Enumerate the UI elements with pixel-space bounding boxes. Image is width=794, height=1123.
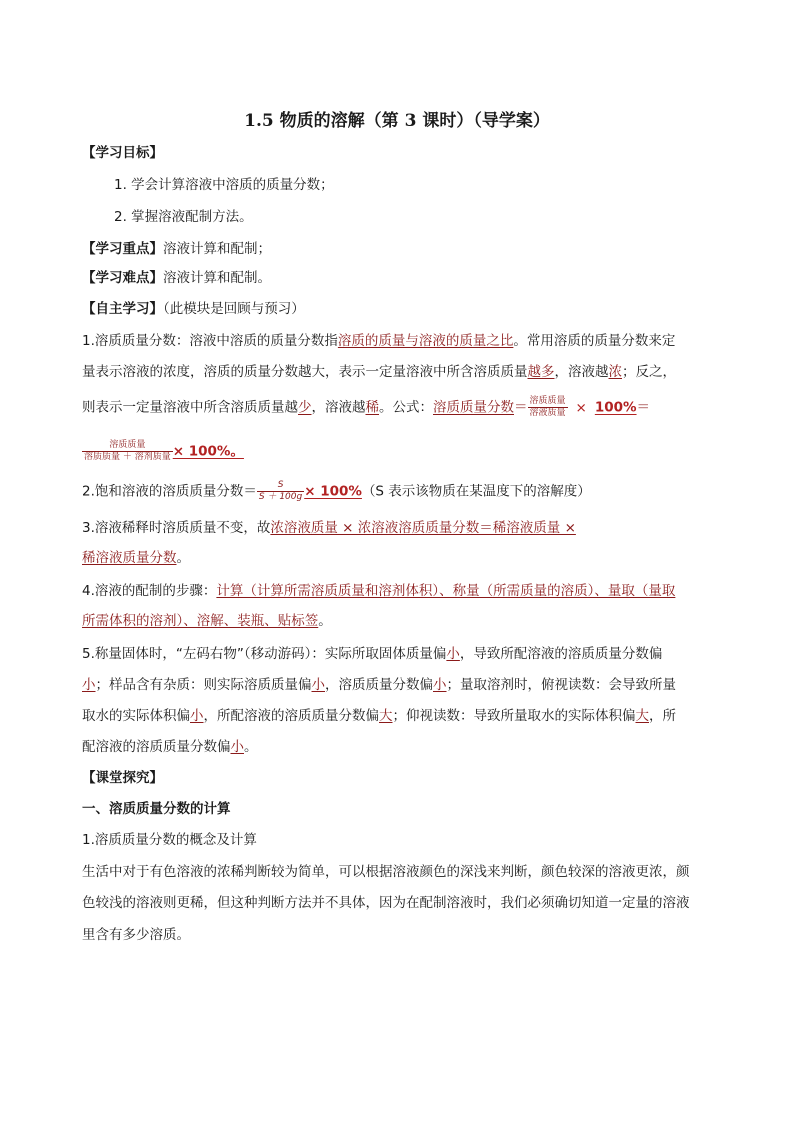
p1-line-2	[82, 362, 676, 382]
section-heading: 一、溶质质量分数的计算	[82, 801, 231, 817]
p5-text: ，所配溶液的溶质质量分数偏	[203, 708, 379, 724]
p5-text: 配溶液的溶质质量分数偏	[82, 739, 231, 755]
p5-text: ，导致所配溶液的溶质质量分数偏	[459, 646, 663, 662]
formula-tail: × 100%。	[172, 443, 244, 460]
answer-blank: 越多	[527, 364, 555, 380]
answer-blank: 小	[446, 646, 460, 662]
goal-item-1: 1. 学会计算溶液中溶质的质量分数；	[114, 177, 334, 193]
p2-text: （S 表示该物质在某温度下的溶解度）	[361, 483, 591, 500]
self-study-note: （此模块是回顾与预习）	[163, 301, 305, 317]
answer-blank: 小	[433, 677, 447, 693]
p4-line-2	[82, 611, 332, 631]
p5-text: 5.称量固体时，“左码右物”（移动游码）：实际所取固体质量偏	[82, 646, 447, 662]
times-sign: ×	[575, 399, 587, 416]
answer-blank: 大	[635, 708, 649, 724]
key-point-line	[82, 239, 271, 259]
answer-blank: 小	[311, 677, 325, 693]
equals-sign: ＝	[636, 399, 651, 416]
p1-line-3	[82, 396, 650, 419]
answer-blank: 小	[190, 708, 204, 724]
p5-text: ；仰视读数：导致所量取水的实际体积偏	[392, 708, 636, 724]
p1-line-4	[82, 440, 244, 463]
p1-text: 则表示一定量溶液中所含溶质质量越	[82, 399, 298, 416]
answer-blank: 溶质的质量与溶液的质量之比	[337, 333, 514, 349]
fraction-numerator: 溶质质量	[82, 440, 173, 452]
p5-text: ，所	[649, 708, 676, 724]
fraction-numerator: S	[257, 480, 304, 492]
p1-text: 1.溶质质量分数：溶液中溶质的质量分数指	[82, 333, 338, 349]
p3-line-2	[82, 548, 190, 568]
p2-line	[82, 480, 591, 503]
p4-text: 。	[318, 613, 332, 629]
p1-text: 量表示溶液的浓度，溶质的质量分数越大，表示一定量溶液中所含溶质质量	[82, 364, 528, 380]
p5-text: ；样品含有杂质：则实际溶质质量偏	[95, 677, 312, 693]
subsection-heading: 1.溶质质量分数的概念及计算	[82, 832, 257, 848]
answer-blank: 小	[230, 739, 244, 755]
answer-blank: 稀	[365, 399, 379, 416]
answer-blank: 稀溶液质量分数	[82, 550, 177, 566]
body-line-2: 色较浅的溶液则更稀，但这种判断方法并不具体，因为在配制溶液时，我们必须确切知道一定量的溶液	[82, 895, 690, 911]
fraction-numerator: 溶质质量	[529, 396, 566, 406]
p3-text: 3.溶液稀释时溶质质量不变，故	[82, 520, 271, 536]
answer-blank: 大	[379, 708, 393, 724]
body-line-3: 里含有多少溶质。	[82, 927, 190, 943]
difficulty-label: 【学习难点】	[82, 270, 163, 286]
goals-heading: 【学习目标】	[82, 145, 163, 161]
equals-sign: ＝	[514, 399, 528, 416]
goal-item-2: 2. 掌握溶液配制方法。	[114, 209, 253, 225]
p3-line-1	[82, 518, 576, 538]
p5-line-1	[82, 644, 662, 664]
body-line-1: 生活中对于有色溶液的浓稀判断较为简单，可以根据溶液颜色的深浅来判断，颜色较深的溶液更浓，颜	[82, 864, 690, 880]
p5-text: ，溶质质量分数偏	[325, 677, 433, 693]
answer-blank: 浓	[608, 364, 622, 380]
difficulty-line	[82, 268, 271, 288]
answer-blank: 少	[298, 399, 312, 416]
answer-blank: 所需体积的溶剂）、溶解、装瓶、贴标签	[82, 613, 319, 629]
answer-blank: 计算（计算所需溶质质量和溶剂体积）、称量（所需质量的溶质）、量取（量取	[216, 583, 676, 599]
self-study-label: 【自主学习】	[82, 301, 163, 317]
explore-heading: 【课堂探究】	[82, 770, 163, 786]
p1-text: ；反之，	[622, 364, 676, 380]
page-title: 1.5 物质的溶解（第 3 课时）（导学案）	[244, 111, 550, 131]
answer-blank: 浓溶液质量 × 浓溶液溶质质量分数＝稀溶液质量 ×	[270, 520, 576, 536]
answer-blank: 溶质质量分数	[433, 399, 514, 416]
p5-line-4	[82, 737, 258, 757]
p2-text: 2.饱和溶液的溶质质量分数＝	[82, 483, 257, 500]
difficulty-text: 溶液计算和配制。	[163, 270, 271, 286]
self-study-line	[82, 299, 305, 319]
p1-text: ，溶液越	[554, 364, 609, 380]
p1-text: 。常用溶质的质量分数来定	[513, 333, 676, 349]
p4-line-1	[82, 581, 675, 601]
p5-text: 取水的实际体积偏	[82, 708, 190, 724]
key-point-label: 【学习重点】	[82, 241, 163, 257]
fraction-denominator: 溶液质量	[529, 408, 566, 418]
p5-line-3	[82, 706, 676, 726]
p4-text: 4.溶液的配制的步骤：	[82, 583, 217, 599]
p1-text: 。公式：	[379, 399, 433, 416]
p5-text: 。	[244, 739, 258, 755]
p5-line-2	[82, 675, 676, 695]
answer-blank: 小	[82, 677, 96, 693]
answer-blank: × 100%	[304, 483, 362, 500]
fraction-solute-over-solution	[528, 396, 568, 419]
p3-text: 。	[176, 550, 190, 566]
p5-text: ；量取溶剂时，俯视读数：会导致所量	[446, 677, 676, 693]
fraction-denominator: 溶质质量 ＋ 溶剂质量	[84, 452, 171, 462]
p1-line-1	[82, 331, 675, 351]
percent-value: 100%	[594, 399, 637, 416]
fraction-denominator: S ＋ 100g	[258, 492, 303, 502]
fraction-solute-over-sum	[82, 440, 173, 463]
fraction-saturated	[257, 480, 304, 503]
p1-text: ，溶液越	[311, 399, 366, 416]
key-point-text: 溶液计算和配制；	[163, 241, 271, 257]
